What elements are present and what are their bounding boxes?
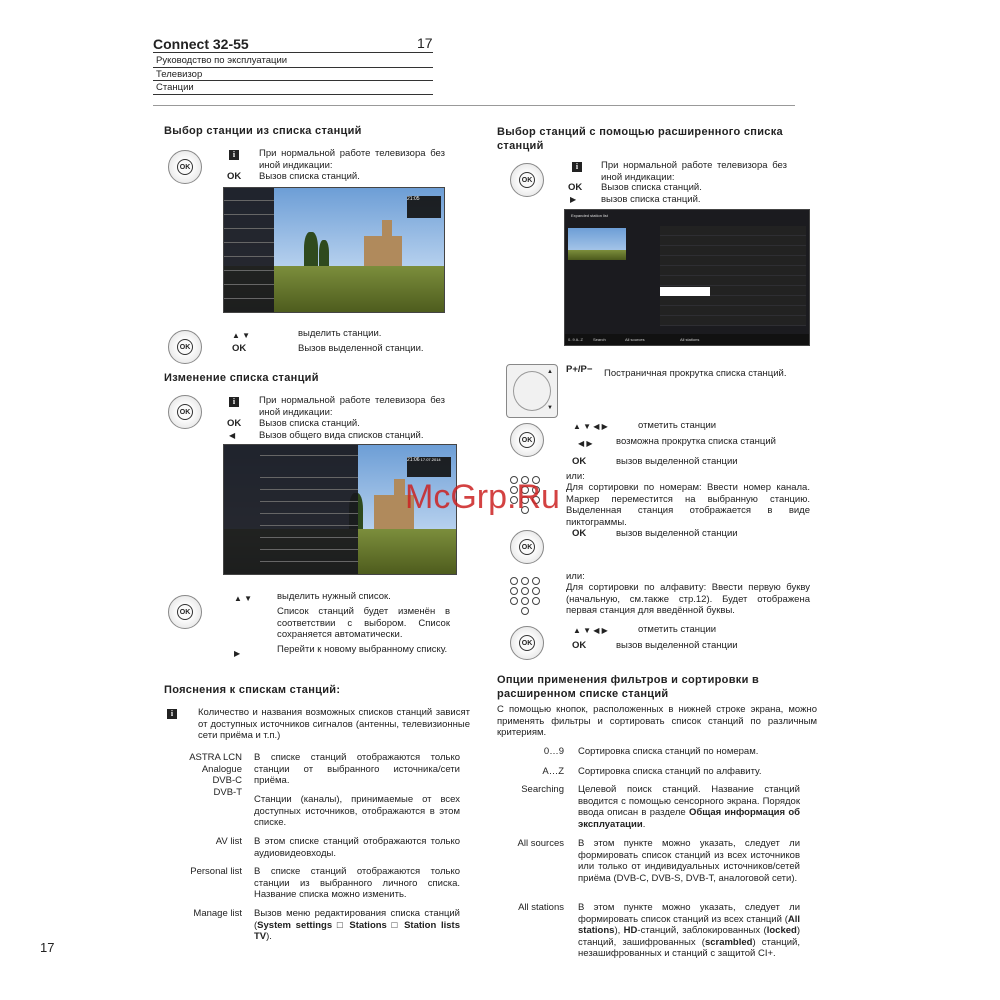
step-text: Вызов списка станций. [259, 418, 360, 429]
or-label: или: [566, 471, 585, 482]
arrow-updown-icon: ▲ ▼ [234, 594, 253, 603]
remote-rocker-icon: ▲ ▼ [506, 364, 558, 418]
arrow-right-icon: ▶ [234, 649, 241, 658]
ok-knob-icon: OK [510, 423, 544, 457]
info-icon: i [229, 150, 239, 160]
step-text: вызов списка станций. [601, 194, 701, 205]
expanded-list-title: Expanded station list [571, 213, 608, 218]
top-divider [153, 105, 795, 106]
def-term: ASTRA LCN Analogue DVB-C DVB-T [189, 752, 242, 798]
arrow-leftright-icon: ◀ ▶ [578, 439, 593, 448]
section-heading: Выбор станции из списка станций [164, 125, 362, 137]
info-icon: i [572, 162, 582, 172]
ok-knob-icon: OK [510, 626, 544, 660]
section-heading: Выбор станций с помощью расширенного списка станций [497, 126, 783, 152]
ok-key-label: OK [227, 418, 242, 429]
info-icon: i [167, 709, 177, 719]
paragraph: Для сортировки по алфавиту: Ввести первую букву (начальную, см.также стр.12). Будет отображена первая станция для введённой буквы. [566, 582, 810, 616]
tv-screenshot-expanded-list [564, 209, 810, 346]
paragraph: Список станций будет изменён в соответствии с выбором. Список сохраняется автоматически. [277, 606, 450, 640]
arrow-left-icon: ◀ [229, 431, 236, 440]
paragraph: С помощью кнопок, расположенных в нижней строке экрана, можно применять фильтры и сортировать список станций по различным критериям. [497, 704, 817, 738]
info-text: При нормальной работе телевизора без иной индикации: [259, 148, 445, 171]
step-text: Вызов выделенной станции. [298, 343, 424, 354]
step-text: отметить станции [638, 420, 717, 431]
header-rule [153, 80, 433, 81]
screen-time: 21:06 [407, 457, 420, 463]
ok-key-label: OK [232, 343, 247, 354]
arrow-right-icon: ▶ [570, 195, 577, 204]
screen-date: 17.07.2014 [420, 457, 441, 462]
step-text: Вызов списка станций. [601, 182, 702, 193]
def-text: В этом списке станций отображаются только аудиовидеовходы. [254, 836, 460, 859]
ok-knob-icon: OK [168, 395, 202, 429]
def-text: Сортировка списка станций по номерам. [578, 746, 759, 757]
info-text: При нормальной работе телевизора без иной индикации: [601, 160, 787, 183]
expanded-bottom-2: All sources [625, 337, 645, 342]
ok-key-label: OK [572, 528, 587, 539]
header-row-1: Руководство по эксплуатации [156, 55, 288, 66]
header-rule [153, 67, 433, 68]
def-text: Целевой поиск станций. Название станций вводится с помощью сенсорного экрана. Порядок ввода описан в разделе Общая информация об эксплуатации. [578, 784, 800, 830]
def-term: Searching [521, 784, 564, 795]
tv-screenshot-station-list [223, 187, 445, 313]
paragraph: Для сортировки по номерам: Ввести номер канала. Маркер переместится на выбранную станцию. Выделенная станция отображается в виде пиктограммы. [566, 482, 810, 528]
info-text: При нормальной работе телевизора без иной индикации: [259, 395, 445, 418]
expanded-bottom-0: 0..9 A..Z [568, 337, 583, 342]
numpad-icon [510, 577, 544, 619]
step-text: выделить станции. [298, 328, 382, 339]
def-text: Станции (каналы), принимаемые от всех доступных источников, отображаются в этом списке. [254, 794, 460, 828]
step-text: вызов выделенной станции [616, 456, 738, 467]
step-text: Перейти к новому выбранному списку. [277, 644, 448, 655]
header-rule [153, 52, 433, 53]
def-term: A…Z [542, 766, 564, 777]
ok-knob-icon: OK [510, 530, 544, 564]
step-text: Вызов списка станций. [259, 171, 360, 182]
def-term: All sources [517, 838, 564, 849]
arrow-4way-icon: ▲ ▼ ◀ ▶ [573, 422, 608, 431]
def-text: В списке станций отображаются только станции из выбранного личного списка. Название списка можно изменить. [254, 866, 460, 900]
ok-knob-icon: OK [168, 150, 202, 184]
step-text: выделить нужный список. [277, 591, 391, 602]
ok-key-label: OK [227, 171, 242, 182]
ok-key-label: OK [572, 640, 587, 651]
step-text: отметить станции [638, 624, 717, 635]
expanded-bottom-1: Search [593, 337, 606, 342]
document-title: Connect 32-55 [153, 36, 249, 52]
step-text: Вызов общего вида списков станций. [259, 430, 424, 441]
expanded-bottom-3: All stations [680, 337, 700, 342]
ok-key-label: OK [568, 182, 583, 193]
header-rule [153, 94, 433, 95]
section-heading: Пояснения к спискам станций: [164, 684, 341, 696]
ok-key-label: OK [572, 456, 587, 467]
def-text: Сортировка списка станций по алфавиту. [578, 766, 762, 777]
ok-knob-icon: OK [168, 595, 202, 629]
watermark: McGrp.Ru [405, 478, 560, 516]
section-heading: Изменение списка станций [164, 372, 319, 384]
def-text: В этом пункте можно указать, следует ли формировать список станций из всех источников или только от индивидуальных источников/сетей приёма (DVB-C, DVB-S, DVB-T, аналоговой сети). [578, 838, 800, 884]
step-text: возможна прокрутка списка станций [616, 436, 776, 447]
header-page-number: 17 [417, 35, 433, 51]
arrow-updown-icon: ▲ ▼ [232, 331, 251, 340]
header-row-3: Станции [156, 82, 194, 93]
info-text: Количество и названия возможных списков станций зависят от доступных источников сигналов (антенны, телевизионные сети приёма и т.п.) [198, 707, 470, 741]
ok-knob-icon: OK [510, 163, 544, 197]
def-text: Вызов меню редактирования списка станций (System settings □ Stations □ Station lists TV). [254, 908, 460, 942]
def-term: Manage list [193, 908, 242, 919]
step-text: вызов выделенной станции [616, 640, 738, 651]
footer-page-number: 17 [40, 940, 55, 955]
or-label: или: [566, 571, 585, 582]
def-text: В списке станций отображаются только станции от выбранного источника/сети приёма. [254, 752, 460, 786]
def-term: AV list [215, 836, 242, 847]
def-term: All stations [518, 902, 564, 913]
header-row-2: Телевизор [156, 69, 203, 80]
def-term: Personal list [190, 866, 242, 877]
def-text: В этом пункте можно указать, следует ли формировать список станций из всех станций (All stations), HD-станций, заблокированных (locked) станций, зашифрованных (scrambled) станций, незашифрованных и станций с защитой CI+. [578, 902, 801, 959]
ok-knob-icon: OK [168, 330, 202, 364]
section-heading: Опции применения фильтров и сортировки в расширенном списке станций [497, 674, 760, 700]
step-text: вызов выделенной станции [616, 528, 738, 539]
screen-time: 21:05 [407, 196, 420, 202]
arrow-4way-icon: ▲ ▼ ◀ ▶ [573, 626, 608, 635]
def-term: 0…9 [543, 746, 564, 757]
info-icon: i [229, 397, 239, 407]
pp-key-label: P+/P− [566, 364, 593, 375]
step-text: Постраничная прокрутка списка станций. [604, 368, 787, 379]
